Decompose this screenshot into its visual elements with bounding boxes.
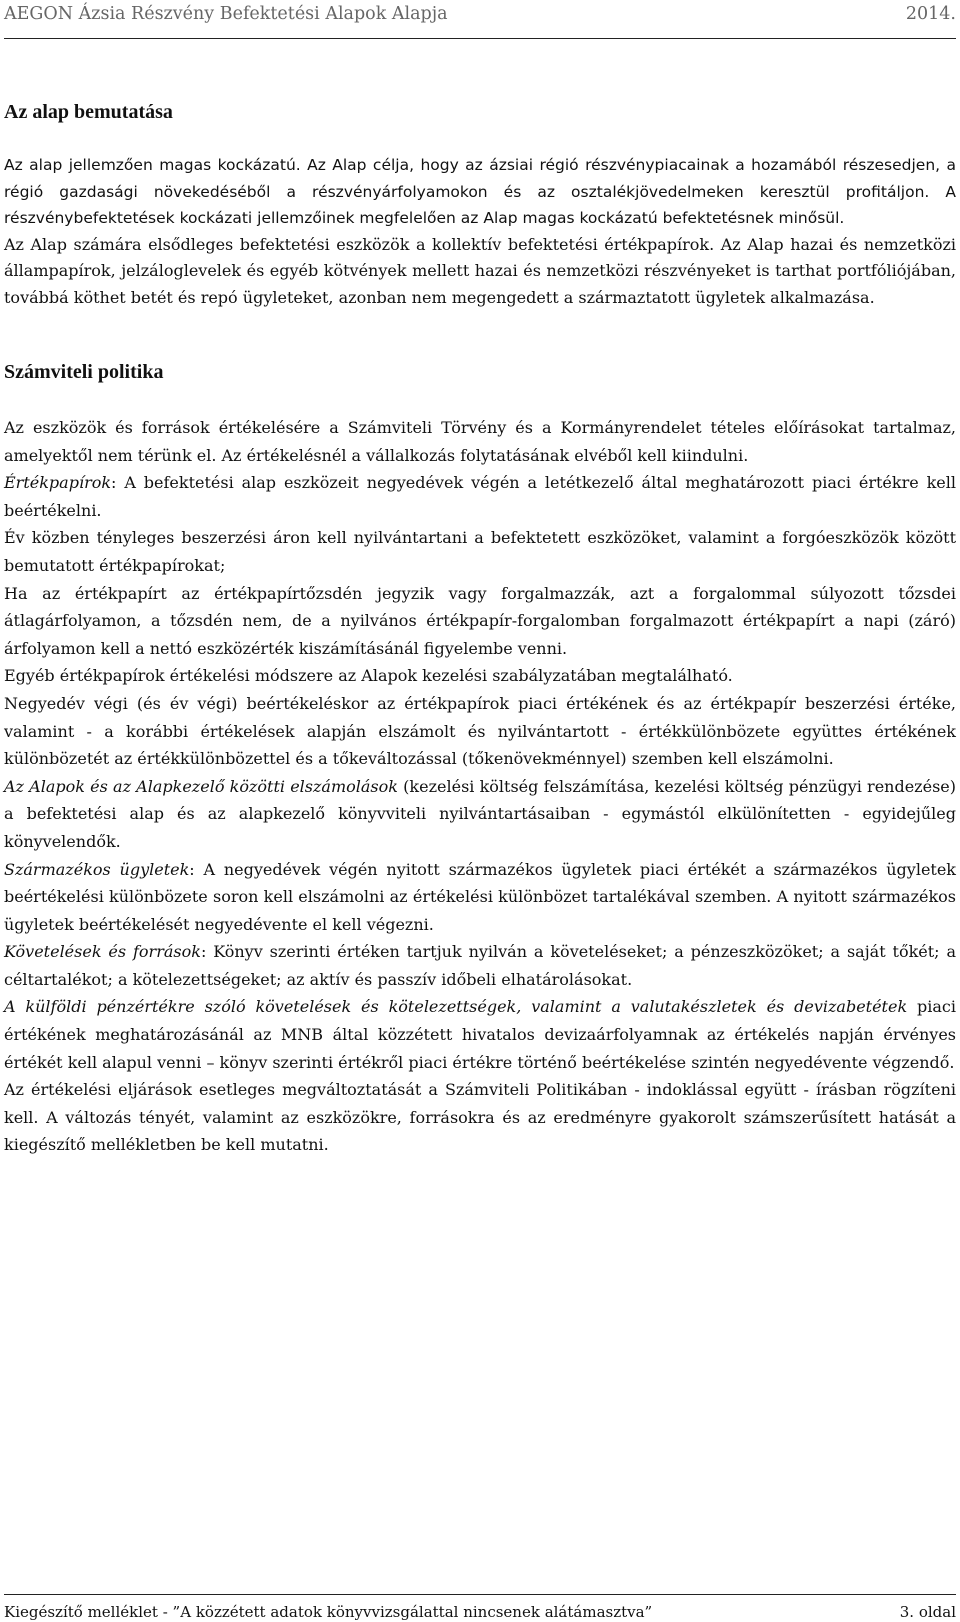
paragraph: Egyéb értékpapírok értékelési módszere az Alapok kezelési szabályzatában megtalálható.	[4, 666, 733, 686]
paragraph	[4, 993, 956, 1076]
term-lead: Követelések és források	[4, 942, 201, 962]
paragraph: Az alap jellemzően magas kockázatú. Az Alap célja, hogy az ázsiai régió részvénypiacainak a hozamából részesedjen, a régió gazdasági növekedéséből a részvényárfolyamokon és az osztalékjövedelmeken keresztül profitáljon. A részvénybefektetések kockázati jellemzőinek megfelelően az Alap magas kockázatú befektetésnek minősül.	[4, 156, 956, 227]
term-lead: Értékpapírok	[4, 473, 112, 493]
section-fund-intro	[4, 152, 956, 311]
term-lead: Származékos ügyletek	[4, 859, 190, 879]
term-lead: A külföldi pénzértékre szóló követelések és kötelezettségek, valamint a valutakészletek és devizabetétek	[4, 997, 908, 1017]
paragraph	[4, 938, 956, 993]
page-number: 3. oldal	[899, 1603, 956, 1621]
paragraph	[4, 469, 956, 524]
paragraph: Negyedév végi (és év végi) beértékeléskor az értékpapírok piaci értékének és az értékpapír beszerzési értéke, valamint - a korábbi értékelések alapján elszámolt és nyilvántartott - értékkülönbözete együttes értékének különbözetét az értékkülönbözettel és a tőkeváltozással (tőkenövekménnyel) szemben kell elszámolni.	[4, 693, 956, 769]
section-title-fund-intro: Az alap bemutatása	[4, 101, 173, 123]
paragraph-text: piaci értékének meghatározásánál az MNB által közzétett hivatalos devizaárfolyamnak az értékelés napján érvényes értékét kell alapul venni – könyv szerinti értékről piaci értékre történő beértékelése szintén negyedévente végzendő.	[4, 997, 957, 1072]
paragraph-text: (kezelési költség felszámítása, kezelési költség pénzügyi rendezése) a befektetési alap és az alapkezelő könyvviteli nyilvántartásaiban - egymástól elkülönítetten - egyidejűleg könyvelendők.	[4, 776, 957, 851]
paragraph	[4, 856, 956, 939]
paragraph: Az Alap számára elsődleges befektetési eszközök a kollektív befektetési értékpapírok. Az Alap hazai és nemzetközi állampapírok, jelzáloglevelek és egyéb kötvények mellett hazai és nemzetközi részvényeket is tarthat portfóliójában, továbbá köthet betét és repó ügyleteket, azonban nem megengedett a származtatott ügyletek alkalmazása.	[4, 234, 956, 307]
paragraph-text: : A negyedévek végén nyitott származékos ügyletek piaci értékét a származékos ügyletek beértékelési különbözete soron kell elszámolni az értékelési különbözet tartalékával szemben. A nyitott származékos ügyletek beértékelését negyedévente el kell végezni.	[4, 859, 957, 934]
paragraph-text: : Könyv szerinti értéken tartjuk nyilván a követeléseket; a pénzeszközöket; a saját tőkét; a céltartalékot; a kötelezettségeket; az aktív és passzív időbeli elhatárolásokat.	[4, 942, 956, 989]
section-accounting-policy	[4, 414, 956, 1159]
paragraph: Ha az értékpapírt az értékpapírtőzsdén jegyzik vagy forgalmazzák, azt a forgalommal súlyozott tőzsdei átlagárfolyamon, a tőzsdén nem, de a nyilvános értékpapír-forgalomban forgalmazott értékpapírt a napi (záró) árfolyamon kell a nettó eszközérték kiszámításánál figyelembe venni.	[4, 583, 956, 658]
paragraph: Az értékelési eljárások esetleges megváltoztatását a Számviteli Politikában - indoklással együtt - írásban rögzíteni kell. A változás tényét, valamint az eszközökre, forrásokra és az eredményre gyakorolt számszerűsített hatását a kiegészítő mellékletben be kell mutatni.	[4, 1080, 956, 1155]
page-footer	[4, 1594, 956, 1621]
page-content	[4, 98, 956, 1159]
footer-note: Kiegészítő melléklet - ”A közzétett adatok könyvvizsgálattal nincsenek alátámasztva”	[4, 1603, 653, 1621]
page-header	[4, 4, 956, 39]
paragraph-text: : A befektetési alap eszközeit negyedévek végén a letétkezelő által meghatározott piaci értékre kell beértékelni.	[4, 473, 956, 520]
paragraph: Az eszközök és források értékelésére a Számviteli Törvény és a Kormányrendelet tételes előírásokat tartalmaz, amelyektől nem térünk el. Az értékelésnél a vállalkozás folytatásának elvéből kell kiindulni.	[4, 418, 956, 465]
section-title-accounting-policy: Számviteli politika	[4, 361, 164, 383]
paragraph: Év közben tényleges beszerzési áron kell nyilvántartani a befektetett eszközöket, valamint a forgóeszközök között bemutatott értékpapírokat;	[4, 528, 956, 575]
header-title: AEGON Ázsia Részvény Befektetési Alapok Alapja	[4, 4, 448, 24]
paragraph	[4, 773, 956, 856]
header-year: 2014.	[905, 4, 956, 24]
term-lead: Az Alapok és az Alapkezelő közötti elszámolások	[4, 776, 398, 796]
